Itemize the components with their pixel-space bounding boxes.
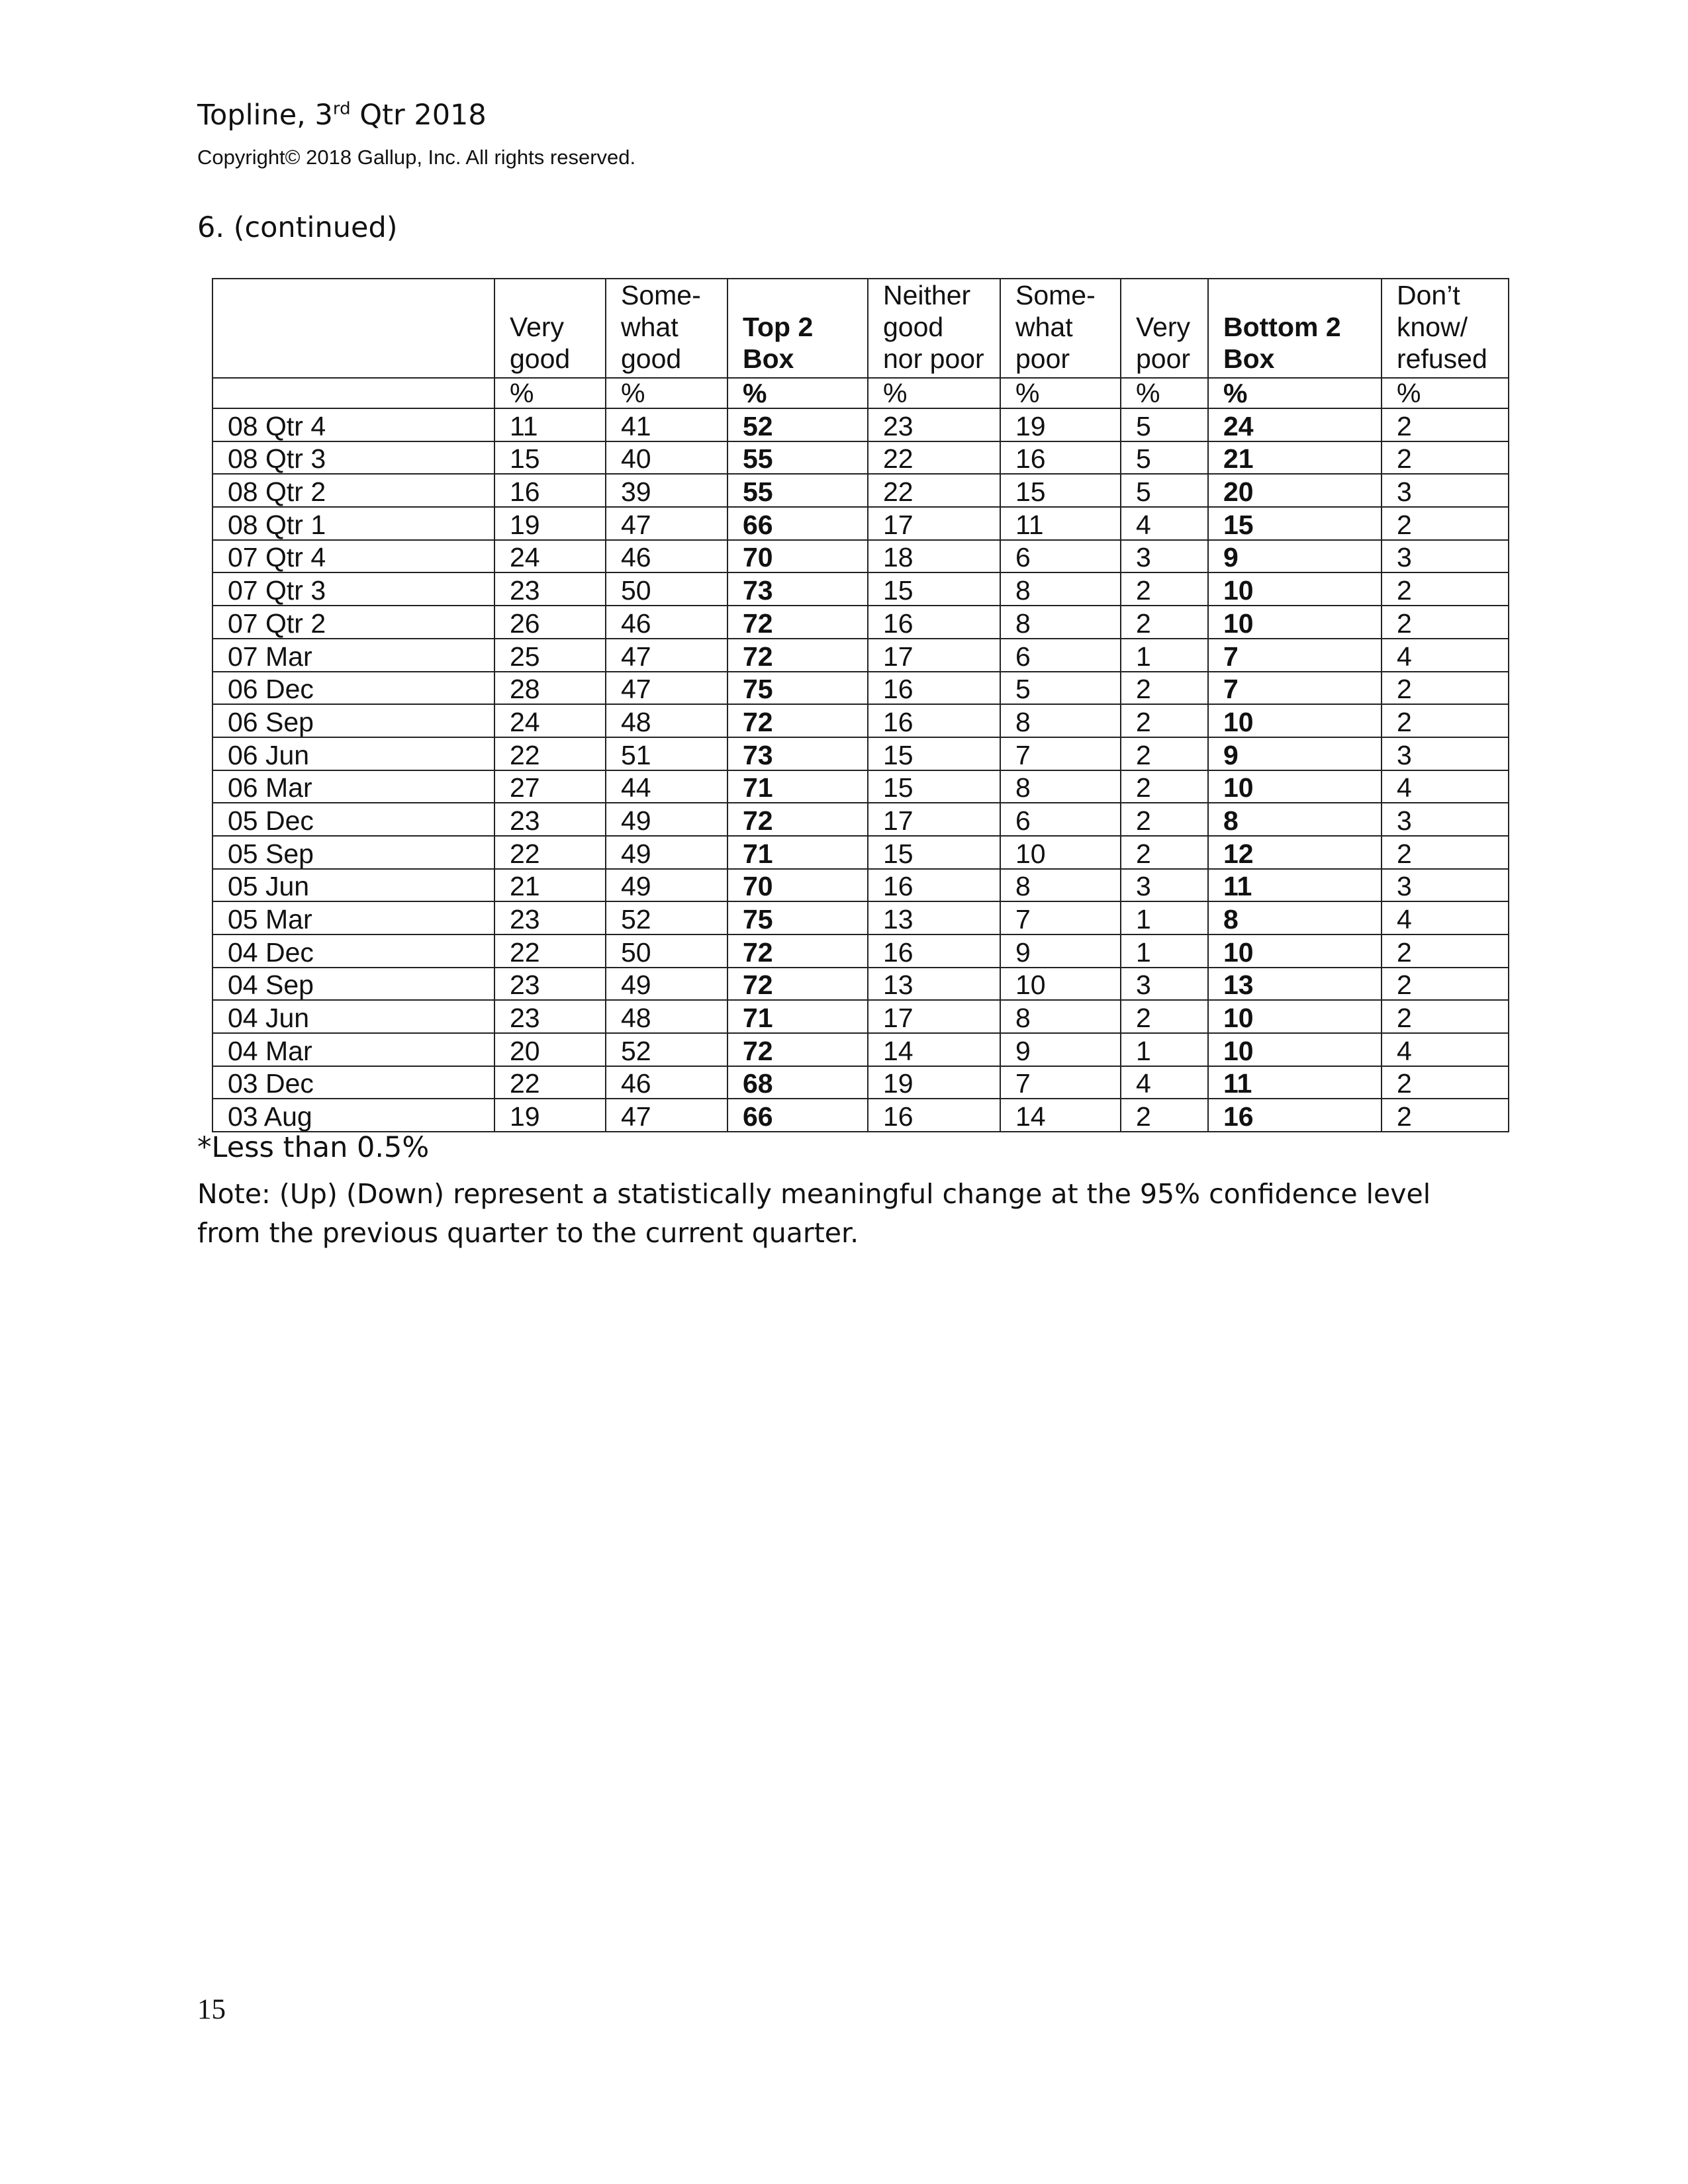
- title-suffix: Qtr 2018: [350, 99, 487, 132]
- results-table: [212, 278, 1509, 1132]
- table-cell: 11: [1208, 1066, 1382, 1099]
- table-cell: 11: [1000, 507, 1121, 540]
- table-cell: 9: [1208, 540, 1382, 573]
- table-cell: 46: [606, 606, 727, 639]
- row-label: 07 Mar: [212, 639, 494, 672]
- table-cell: 71: [727, 836, 868, 869]
- table-cell: 52: [606, 1033, 727, 1066]
- row-label: 08 Qtr 2: [212, 474, 494, 507]
- table-cell: 46: [606, 540, 727, 573]
- table-cell: 24: [1208, 408, 1382, 441]
- table-cell: 6: [1000, 540, 1121, 573]
- row-label: 04 Mar: [212, 1033, 494, 1066]
- column-header: [1382, 279, 1509, 378]
- table-row: [212, 441, 1509, 475]
- table-cell: 2: [1121, 704, 1208, 737]
- table-cell: 14: [868, 1033, 1000, 1066]
- table-cell: 12: [1208, 836, 1382, 869]
- table-cell: 2: [1382, 672, 1509, 705]
- table-cell: 49: [606, 803, 727, 836]
- unit-cell: %: [1208, 378, 1382, 408]
- table-row: [212, 836, 1509, 869]
- table-cell: 72: [727, 606, 868, 639]
- table-cell: 10: [1208, 704, 1382, 737]
- column-header-line: good: [621, 343, 682, 374]
- table-cell: 3: [1121, 869, 1208, 902]
- table-cell: 7: [1208, 639, 1382, 672]
- table-cell: 6: [1000, 639, 1121, 672]
- table-cell: 72: [727, 1033, 868, 1066]
- row-label: 06 Dec: [212, 672, 494, 705]
- table-cell: 4: [1121, 1066, 1208, 1099]
- table-row: [212, 901, 1509, 934]
- column-header-line: Box: [743, 343, 794, 374]
- unit-cell: %: [494, 378, 606, 408]
- table-cell: 28: [494, 672, 606, 705]
- units-row: [212, 378, 1509, 408]
- table-cell: 72: [727, 968, 868, 1001]
- table-cell: 73: [727, 572, 868, 606]
- table-cell: 2: [1382, 606, 1509, 639]
- table-cell: 2: [1121, 572, 1208, 606]
- table-row: [212, 934, 1509, 968]
- table-cell: 13: [1208, 968, 1382, 1001]
- table-cell: 2: [1382, 1066, 1509, 1099]
- row-label: 06 Mar: [212, 770, 494, 803]
- table-cell: 16: [868, 672, 1000, 705]
- table-cell: 20: [1208, 474, 1382, 507]
- table-cell: 22: [494, 934, 606, 968]
- table-cell: 70: [727, 540, 868, 573]
- row-label: 03 Dec: [212, 1066, 494, 1099]
- unit-cell: %: [1382, 378, 1509, 408]
- table-cell: 16: [868, 934, 1000, 968]
- table-cell: 7: [1000, 901, 1121, 934]
- question-heading: 6. (continued): [197, 211, 398, 244]
- table-cell: 16: [494, 474, 606, 507]
- table-cell: 44: [606, 770, 727, 803]
- table-cell: 41: [606, 408, 727, 441]
- table-cell: 2: [1121, 770, 1208, 803]
- table-cell: 10: [1208, 1033, 1382, 1066]
- table-cell: 26: [494, 606, 606, 639]
- table-cell: 5: [1121, 408, 1208, 441]
- table-cell: 16: [1000, 441, 1121, 475]
- table-cell: 22: [868, 474, 1000, 507]
- table-cell: 72: [727, 639, 868, 672]
- column-header-line: what: [1015, 312, 1073, 342]
- table-cell: 7: [1208, 672, 1382, 705]
- table-row: [212, 672, 1509, 705]
- document-title: [197, 98, 487, 132]
- table-row: [212, 507, 1509, 540]
- table-cell: 70: [727, 869, 868, 902]
- table-cell: 2: [1382, 934, 1509, 968]
- table-cell: 47: [606, 507, 727, 540]
- table-cell: 51: [606, 737, 727, 770]
- column-header-line: poor: [1136, 343, 1191, 374]
- table-cell: 8: [1000, 606, 1121, 639]
- row-label: 07 Qtr 4: [212, 540, 494, 573]
- column-header-line: poor: [1015, 343, 1070, 374]
- table-cell: 66: [727, 1099, 868, 1132]
- table-cell: 2: [1121, 1099, 1208, 1132]
- table-cell: 2: [1121, 737, 1208, 770]
- row-label: 04 Jun: [212, 1000, 494, 1033]
- column-header-line: what: [621, 312, 679, 342]
- unit-cell: %: [1121, 378, 1208, 408]
- table-cell: 10: [1000, 836, 1121, 869]
- table-cell: 15: [868, 770, 1000, 803]
- table-cell: 8: [1000, 704, 1121, 737]
- footnote: *Less than 0.5%: [197, 1131, 430, 1164]
- table-cell: 19: [494, 507, 606, 540]
- table-cell: 50: [606, 572, 727, 606]
- table-cell: 39: [606, 474, 727, 507]
- table-row: [212, 606, 1509, 639]
- table-cell: 23: [868, 408, 1000, 441]
- table-cell: 55: [727, 474, 868, 507]
- table-cell: 2: [1121, 803, 1208, 836]
- table-cell: 71: [727, 1000, 868, 1033]
- table-cell: 4: [1382, 770, 1509, 803]
- table-cell: 9: [1000, 934, 1121, 968]
- column-header: [727, 279, 868, 378]
- table-cell: 3: [1121, 540, 1208, 573]
- table-cell: 2: [1382, 572, 1509, 606]
- table-cell: 16: [868, 869, 1000, 902]
- column-header: [494, 279, 606, 378]
- table-cell: 5: [1121, 474, 1208, 507]
- table-cell: 10: [1208, 770, 1382, 803]
- page-number: 15: [197, 1994, 226, 2025]
- table-row: [212, 572, 1509, 606]
- table-cell: 14: [1000, 1099, 1121, 1132]
- row-label: 05 Dec: [212, 803, 494, 836]
- table-row: [212, 704, 1509, 737]
- table-cell: 49: [606, 968, 727, 1001]
- column-header-line: [228, 311, 494, 343]
- table-cell: 48: [606, 1000, 727, 1033]
- table-cell: 17: [868, 803, 1000, 836]
- column-header-line: refused: [1397, 343, 1487, 374]
- column-header-line: [510, 279, 605, 311]
- table-cell: 22: [494, 737, 606, 770]
- table-cell: 20: [494, 1033, 606, 1066]
- table-cell: 40: [606, 441, 727, 475]
- column-header-line: Very: [510, 312, 565, 342]
- table-cell: 15: [1000, 474, 1121, 507]
- table-cell: 3: [1382, 869, 1509, 902]
- column-header-line: Neither: [883, 280, 971, 310]
- column-header-line: Bottom 2: [1223, 312, 1341, 342]
- table-cell: 52: [606, 901, 727, 934]
- table-row: [212, 1033, 1509, 1066]
- row-label: 06 Sep: [212, 704, 494, 737]
- row-label: 04 Sep: [212, 968, 494, 1001]
- table-cell: 7: [1000, 737, 1121, 770]
- title-prefix: Topline, 3: [197, 99, 333, 132]
- table-cell: 47: [606, 639, 727, 672]
- column-header-line: [743, 279, 867, 311]
- copyright-notice: Copyright© 2018 Gallup, Inc. All rights reserved.: [197, 146, 636, 169]
- table-cell: 4: [1382, 1033, 1509, 1066]
- table-cell: 10: [1208, 572, 1382, 606]
- table-cell: 19: [1000, 408, 1121, 441]
- unit-cell: %: [1000, 378, 1121, 408]
- table-cell: 5: [1000, 672, 1121, 705]
- column-header: [1208, 279, 1382, 378]
- table-cell: 8: [1000, 869, 1121, 902]
- table-cell: 23: [494, 901, 606, 934]
- table-body: [212, 279, 1509, 1132]
- table-cell: 68: [727, 1066, 868, 1099]
- table-cell: 17: [868, 507, 1000, 540]
- row-label: 08 Qtr 3: [212, 441, 494, 475]
- table-cell: 24: [494, 704, 606, 737]
- table-cell: 46: [606, 1066, 727, 1099]
- table-cell: 73: [727, 737, 868, 770]
- table-cell: 5: [1121, 441, 1208, 475]
- table-cell: 21: [1208, 441, 1382, 475]
- table-cell: 17: [868, 639, 1000, 672]
- table-cell: 4: [1382, 639, 1509, 672]
- table-cell: 2: [1121, 672, 1208, 705]
- column-header-line: Very: [1136, 312, 1191, 342]
- row-label: 07 Qtr 3: [212, 572, 494, 606]
- table-cell: 2: [1382, 408, 1509, 441]
- unit-cell: %: [606, 378, 727, 408]
- table-cell: 16: [868, 1099, 1000, 1132]
- table-cell: 10: [1000, 968, 1121, 1001]
- unit-cell: [212, 378, 494, 408]
- column-header-line: [1223, 279, 1381, 311]
- table-row: [212, 803, 1509, 836]
- table-cell: 52: [727, 408, 868, 441]
- table-row: [212, 540, 1509, 573]
- table-cell: 3: [1382, 474, 1509, 507]
- table-cell: 8: [1208, 901, 1382, 934]
- column-header-line: know/: [1397, 312, 1468, 342]
- table-cell: 47: [606, 672, 727, 705]
- table-cell: 22: [494, 836, 606, 869]
- row-label: 07 Qtr 2: [212, 606, 494, 639]
- table-cell: 23: [494, 803, 606, 836]
- table-cell: 25: [494, 639, 606, 672]
- table-cell: 15: [868, 737, 1000, 770]
- table-cell: 72: [727, 803, 868, 836]
- column-header-line: nor poor: [883, 343, 984, 374]
- column-header-line: Don’t: [1397, 280, 1460, 310]
- table-cell: 2: [1382, 704, 1509, 737]
- table-cell: 2: [1382, 968, 1509, 1001]
- table-cell: 72: [727, 704, 868, 737]
- row-label: 04 Dec: [212, 934, 494, 968]
- table-cell: 3: [1382, 803, 1509, 836]
- table-cell: 10: [1208, 1000, 1382, 1033]
- column-header: [1000, 279, 1121, 378]
- table-cell: 2: [1382, 441, 1509, 475]
- row-label: 08 Qtr 1: [212, 507, 494, 540]
- column-header-line: Box: [1223, 343, 1275, 374]
- table-cell: 18: [868, 540, 1000, 573]
- table-cell: 16: [1208, 1099, 1382, 1132]
- column-header-line: [228, 279, 494, 311]
- table-cell: 11: [494, 408, 606, 441]
- unit-cell: %: [868, 378, 1000, 408]
- table-cell: 2: [1382, 1099, 1509, 1132]
- column-header: [212, 279, 494, 378]
- table-cell: 75: [727, 901, 868, 934]
- table-cell: 8: [1000, 1000, 1121, 1033]
- table-cell: 4: [1382, 901, 1509, 934]
- table-cell: 1: [1121, 1033, 1208, 1066]
- column-header-line: [228, 343, 494, 375]
- table-cell: 8: [1000, 770, 1121, 803]
- row-label: 08 Qtr 4: [212, 408, 494, 441]
- table-cell: 15: [1208, 507, 1382, 540]
- table-row: [212, 1099, 1509, 1132]
- table-cell: 23: [494, 968, 606, 1001]
- table-cell: 49: [606, 836, 727, 869]
- table-cell: 23: [494, 1000, 606, 1033]
- table-cell: 1: [1121, 639, 1208, 672]
- table-cell: 3: [1121, 968, 1208, 1001]
- table-cell: 7: [1000, 1066, 1121, 1099]
- column-header-line: Some-: [1015, 280, 1096, 310]
- table-cell: 10: [1208, 606, 1382, 639]
- row-label: 05 Mar: [212, 901, 494, 934]
- row-label: 05 Sep: [212, 836, 494, 869]
- table-cell: 16: [868, 704, 1000, 737]
- table-cell: 75: [727, 672, 868, 705]
- table-cell: 8: [1208, 803, 1382, 836]
- table-cell: 2: [1382, 836, 1509, 869]
- row-label: 03 Aug: [212, 1099, 494, 1132]
- table-row: [212, 639, 1509, 672]
- column-header-line: [1136, 279, 1207, 311]
- table-row: [212, 968, 1509, 1001]
- table-cell: 1: [1121, 901, 1208, 934]
- table-cell: 3: [1382, 540, 1509, 573]
- table-cell: 71: [727, 770, 868, 803]
- column-header-line: Some-: [621, 280, 701, 310]
- table-cell: 16: [868, 606, 1000, 639]
- table-cell: 2: [1121, 606, 1208, 639]
- table-cell: 27: [494, 770, 606, 803]
- table-cell: 66: [727, 507, 868, 540]
- table-cell: 4: [1121, 507, 1208, 540]
- table-cell: 2: [1382, 507, 1509, 540]
- row-label: 06 Jun: [212, 737, 494, 770]
- table-cell: 9: [1208, 737, 1382, 770]
- table-cell: 17: [868, 1000, 1000, 1033]
- table-cell: 47: [606, 1099, 727, 1132]
- table-row: [212, 408, 1509, 441]
- row-label: 05 Jun: [212, 869, 494, 902]
- table-cell: 24: [494, 540, 606, 573]
- unit-cell: %: [727, 378, 868, 408]
- table-row: [212, 869, 1509, 902]
- table-row: [212, 1000, 1509, 1033]
- table-cell: 49: [606, 869, 727, 902]
- table-cell: 11: [1208, 869, 1382, 902]
- column-header: [606, 279, 727, 378]
- table-cell: 2: [1121, 1000, 1208, 1033]
- table-row: [212, 737, 1509, 770]
- table-cell: 22: [868, 441, 1000, 475]
- table-cell: 55: [727, 441, 868, 475]
- column-header-line: good: [510, 343, 571, 374]
- table-cell: 15: [868, 836, 1000, 869]
- table-cell: 1: [1121, 934, 1208, 968]
- table-cell: 3: [1382, 737, 1509, 770]
- column-header-line: good: [883, 312, 944, 342]
- table-cell: 6: [1000, 803, 1121, 836]
- table-row: [212, 474, 1509, 507]
- table-row: [212, 770, 1509, 803]
- table-cell: 13: [868, 901, 1000, 934]
- table-cell: 8: [1000, 572, 1121, 606]
- column-header: [1121, 279, 1208, 378]
- table-cell: 13: [868, 968, 1000, 1001]
- table-cell: 48: [606, 704, 727, 737]
- title-superscript: rd: [332, 99, 351, 119]
- table-cell: 10: [1208, 934, 1382, 968]
- table-cell: 72: [727, 934, 868, 968]
- table-cell: 19: [868, 1066, 1000, 1099]
- table-cell: 9: [1000, 1033, 1121, 1066]
- table-row: [212, 1066, 1509, 1099]
- table-cell: 2: [1382, 1000, 1509, 1033]
- table-cell: 21: [494, 869, 606, 902]
- table-cell: 23: [494, 572, 606, 606]
- table-cell: 15: [494, 441, 606, 475]
- column-header-line: Top 2: [743, 312, 814, 342]
- table-cell: 2: [1121, 836, 1208, 869]
- table-cell: 15: [868, 572, 1000, 606]
- table-cell: 19: [494, 1099, 606, 1132]
- header-row: [212, 279, 1509, 378]
- table-cell: 50: [606, 934, 727, 968]
- significance-note: Note: (Up) (Down) represent a statistically meaningful change at the 95% confidence level from the previous quarter to the current quarter.: [197, 1178, 1431, 1249]
- column-header: [868, 279, 1000, 378]
- table-cell: 22: [494, 1066, 606, 1099]
